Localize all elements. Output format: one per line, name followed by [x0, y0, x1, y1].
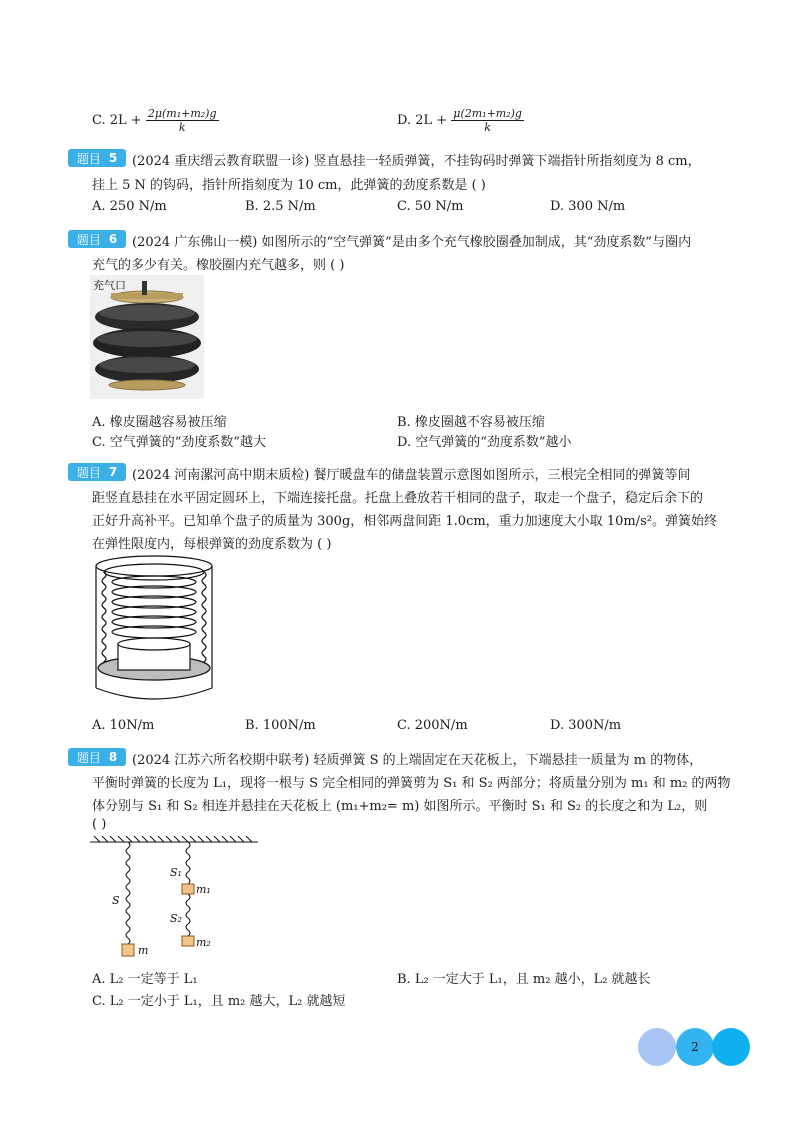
- q8-line2: 平衡时弹簧的长度为 L₁，现将一根与 S 完全相同的弹簧剪为 S₁ 和 S₂ 两部分；将质量分别为 m₁ 和 m₂ 的两物: [92, 776, 731, 791]
- q5-option-a: A. 250 N/m: [92, 199, 167, 214]
- label-s2: S₂: [170, 912, 182, 925]
- q6-option-a: A. 橡皮圈越容易被压缩: [92, 415, 227, 430]
- q7-option-c: C. 200N/m: [397, 718, 468, 733]
- q7-line2: 距竖直悬挂在水平固定圆环上，下端连接托盘。托盘上叠放若干相同的盘子，取走一个盘子，稳定后余下的: [92, 491, 704, 506]
- q7-line3: 正好升高补平。已知单个盘子的质量为 300g，相邻两盘间距 1.0cm，重力加速度大小取 10m/s²。弹簧始终: [92, 514, 717, 529]
- page-decor-circle-left: [638, 1028, 676, 1066]
- q7-line1: (2024 河南漯河高中期末质检) 餐厅暖盘车的储盘装置示意图如图所示，三根完全相同的弹簧等间: [132, 468, 691, 483]
- q6-option-b: B. 橡皮圈越不容易被压缩: [397, 415, 545, 430]
- q5-line2: 挂上 5 N 的钩码，指针所指刻度为 10 cm，此弹簧的劲度系数是 ( ): [92, 178, 486, 193]
- q5-option-c: C. 50 N/m: [397, 199, 464, 214]
- q7-line4: 在弹性限度内，每根弹簧的劲度系数为 ( ): [92, 537, 332, 552]
- q5-tag: 题目 5: [68, 149, 126, 167]
- plate-warmer-diagram: [90, 552, 220, 706]
- q8-line4: ( ): [92, 817, 107, 832]
- q6-line1: (2024 广东佛山一模) 如图所示的“空气弹簧”是由多个充气橡胶圈叠加制成，其“劲度系数”与圈内: [132, 235, 692, 250]
- air-inlet-label: 充气口: [93, 279, 126, 292]
- air-spring-image: [90, 275, 204, 399]
- label-s1: S₁: [170, 866, 182, 879]
- page-number: 2: [676, 1028, 714, 1066]
- q4-option-c: C. 2L + $\frac{\text{2μ(m₁+m₂)g}}{k}$: [92, 107, 217, 134]
- q8-option-b: B. L₂ 一定大于 L₁，且 m₂ 越小，L₂ 就越长: [397, 972, 651, 987]
- q7-option-b: B. 100N/m: [245, 718, 316, 733]
- q5-line1: (2024 重庆缙云教育联盟一诊) 竖直悬挂一轻质弹簧，不挂钩码时弹簧下端指针所指刻度为 8 cm，: [132, 154, 701, 169]
- q6-line2: 充气的多少有关。橡胶圈内充气越多，则 ( ): [92, 258, 345, 273]
- q6-tag: 题目 6: [68, 230, 126, 248]
- q8-option-a: A. L₂ 一定等于 L₁: [92, 972, 198, 987]
- q7-option-d: D. 300N/m: [550, 718, 622, 733]
- q4-option-d: D. 2L + $\frac{\text{μ(2m₁+m₂)g}}{k}$: [397, 107, 522, 134]
- q8-line3: 体分别与 S₁ 和 S₂ 相连并悬挂在天花板上 (m₁+m₂= m) 如图所示。平衡时 S₁ 和 S₂ 的长度之和为 L₂，则: [92, 799, 708, 814]
- label-m2: m₂: [196, 936, 211, 949]
- spring-mass-diagram: [90, 836, 260, 960]
- label-s: S: [112, 894, 120, 907]
- q7-tag: 题目 7: [68, 463, 126, 481]
- q6-option-d: D. 空气弹簧的“劲度系数”越小: [397, 435, 572, 450]
- label-m: m: [138, 944, 149, 957]
- q8-line1: (2024 江苏六所名校期中联考) 轻质弹簧 S 的上端固定在天花板上，下端悬挂一质量为 m 的物体，: [132, 753, 703, 768]
- q5-option-d: D. 300 N/m: [550, 199, 626, 214]
- q8-option-c: C. L₂ 一定小于 L₁，且 m₂ 越大，L₂ 就越短: [92, 994, 346, 1009]
- page-decor-circle-right: [712, 1028, 750, 1066]
- label-m1: m₁: [196, 883, 211, 896]
- q8-tag: 题目 8: [68, 748, 126, 766]
- q6-option-c: C. 空气弹簧的“劲度系数”越大: [92, 435, 267, 450]
- q7-option-a: A. 10N/m: [92, 718, 155, 733]
- q5-option-b: B. 2.5 N/m: [245, 199, 316, 214]
